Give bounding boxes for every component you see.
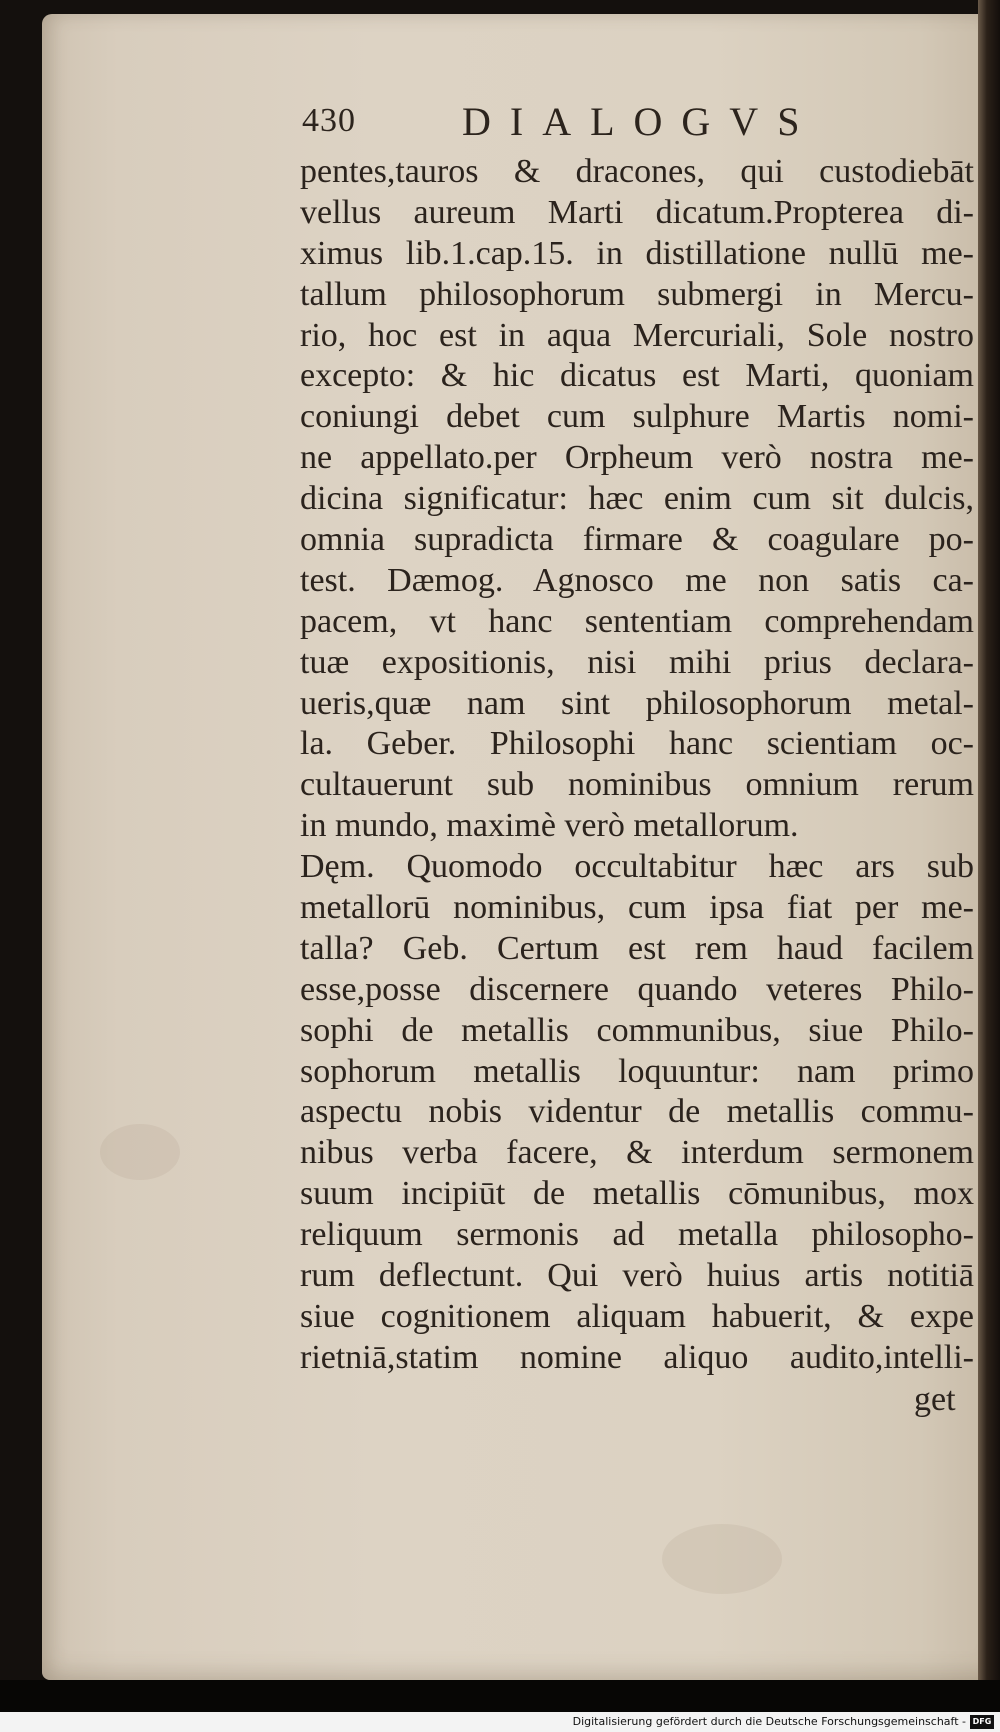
text-line: omnia supradicta firmare & coagulare po-: [300, 521, 974, 559]
page-header: [302, 98, 902, 152]
text-line: excepto: & hic dicatus est Marti, quoniam: [300, 357, 974, 395]
text-line: sophi de metallis communibus, siue Philo-: [300, 1011, 974, 1049]
text-line: Dęm. Quomodo occultabitur hæc ars sub: [300, 848, 974, 886]
footer-credit: Digitalisierung gefördert durch die Deutsche Forschungsgemeinschaft -: [572, 1715, 966, 1728]
text-line: in mundo, maximè verò metallorum.: [300, 807, 799, 845]
page-number: 430: [302, 102, 356, 139]
text-line: nibus verba facere, & interdum sermonem: [300, 1134, 974, 1172]
text-line: aspectu nobis videntur de metallis commu-: [300, 1093, 974, 1131]
text-line: dicina significatur: hæc enim cum sit dulcis,: [300, 480, 974, 518]
text-line: ne appellato.per Orpheum verò nostra me-: [300, 439, 974, 477]
paper-stain: [662, 1524, 782, 1594]
text-line: sophorum metallis loquuntur: nam primo: [300, 1052, 974, 1090]
text-line: vellus aureum Marti dicatum.Propterea di-: [300, 193, 974, 231]
text-line: la. Geber. Philosophi hanc scientiam oc-: [300, 725, 974, 763]
page-edge: [978, 0, 1000, 1685]
text-line: rum deflectunt. Qui verò huius artis notitiā: [300, 1257, 974, 1295]
text-line: suum incipiūt de metallis cōmunibus, mox: [300, 1175, 974, 1213]
text-line: esse,posse discernere quando veteres Philo-: [300, 970, 974, 1008]
text-line: pentes,tauros & dracones, qui custodiebāt: [300, 153, 974, 190]
digitization-footer: [0, 1712, 1000, 1732]
text-line: cultauerunt sub nominibus omnium rerum: [300, 766, 974, 804]
text-line: reliquum sermonis ad metalla philosopho-: [300, 1216, 974, 1254]
text-line: rio, hoc est in aqua Mercuriali, Sole nostro: [300, 316, 974, 354]
text-line: ueris,quæ nam sint philosophorum metal-: [300, 684, 974, 722]
text-line: test. Dæmog. Agnosco me non satis ca-: [300, 561, 974, 599]
text-line: metallorū nominibus, cum ipsa fiat per me-: [300, 889, 974, 927]
text-line: siue cognitionem aliquam habuerit, & expe: [300, 1297, 974, 1335]
main-text: [300, 152, 974, 1379]
running-title: DIALOGVS: [462, 99, 819, 144]
paper-stain: [100, 1124, 180, 1180]
text-line: talla? Geb. Certum est rem haud facilem: [300, 929, 974, 967]
text-line: tuæ expositionis, nisi mihi prius declara-: [300, 643, 974, 681]
text-line: ximus lib.1.cap.15. in distillatione nullū me-: [300, 234, 974, 272]
text-line: pacem, vt hanc sententiam comprehendam: [300, 602, 974, 640]
text-line: tallum philosophorum submergi in Mercu-: [300, 275, 974, 313]
dfg-logo: DFG: [970, 1715, 994, 1729]
text-line: rietniā,statim nomine aliquo audito,intelli-: [300, 1338, 974, 1376]
catchword: get: [914, 1381, 956, 1418]
text-line: coniungi debet cum sulphure Martis nomi-: [300, 398, 974, 436]
